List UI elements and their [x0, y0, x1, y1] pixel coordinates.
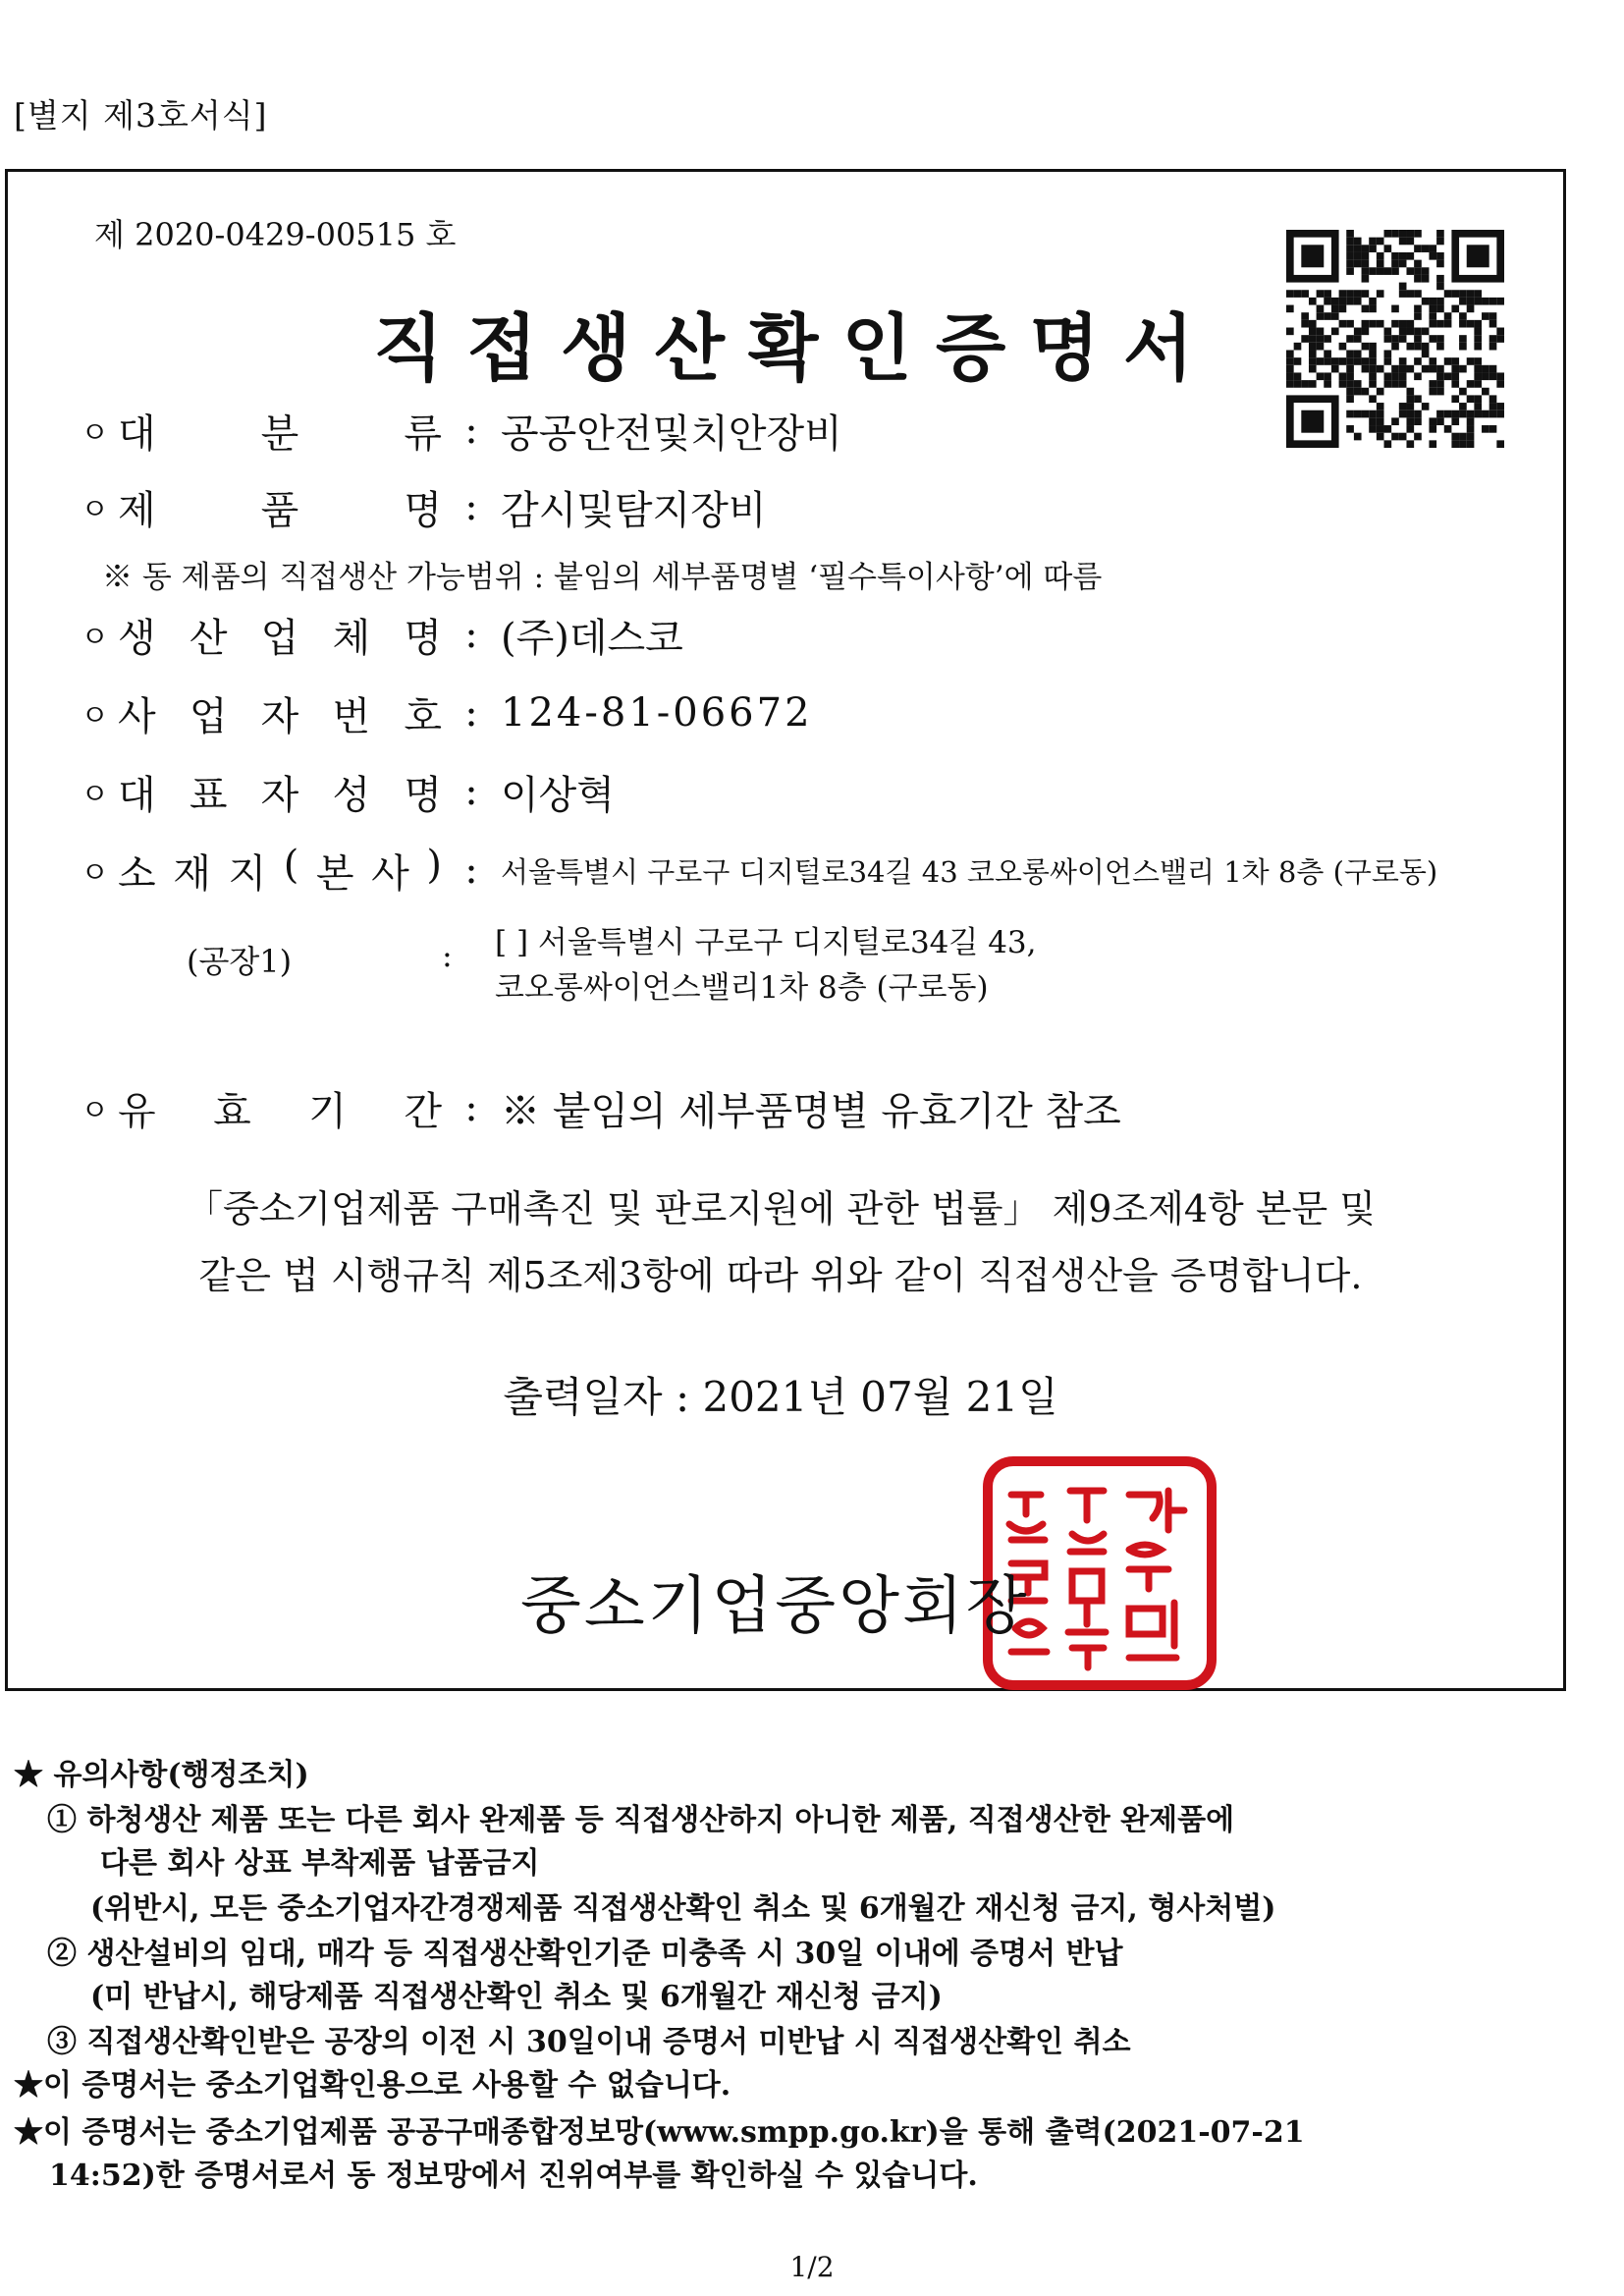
page-title: 직접생산확인증명서 — [373, 306, 1218, 391]
colon: : — [464, 612, 478, 657]
label-char: 효 — [213, 1088, 251, 1134]
colon: : — [464, 769, 478, 814]
label-char: 자 — [260, 693, 299, 739]
footnote-item3: ③ 직접생산확인받은 공장의 이전 시 30일이내 증명서 미반납 시 직접생산확인 취소 — [47, 2025, 1131, 2059]
label-char: 분 — [260, 410, 299, 457]
form-number: [별지 제3호서식] — [14, 96, 268, 135]
value-manufacturer: (주)데스코 — [501, 615, 683, 661]
footnote-note2-b: 14:52)한 증명서로서 동 정보망에서 진위여부를 확인하실 수 있습니다. — [49, 2159, 978, 2193]
label-char: 재 — [173, 850, 211, 897]
bullet: ㅇ — [81, 1094, 109, 1128]
label-char: 산 — [189, 615, 228, 661]
footnote-note2-a: ★이 증명서는 중소기업제품 공공구매종합정보망(www.smpp.go.kr)을 통해 출력(2021-07-21 — [14, 2115, 1305, 2150]
label-char: ( — [283, 842, 299, 888]
label-factory: (공장1) — [187, 943, 293, 980]
label-char: 지 — [228, 850, 267, 897]
label-char: 류 — [404, 410, 442, 457]
row-manufacturer — [81, 605, 683, 664]
label-char: 간 — [404, 1088, 442, 1134]
print-date: 출력일자 : 2021년 07월 21일 — [503, 1373, 1058, 1421]
value-validity: ※ 붙임의 세부품명별 유효기간 참조 — [501, 1088, 1121, 1134]
row-product-name — [81, 477, 766, 536]
label-char: ) — [426, 842, 442, 888]
colon: : — [464, 847, 478, 893]
bullet: ㅇ — [81, 493, 109, 527]
label-char: 자 — [260, 772, 299, 818]
value-major-category: 공공안전및치안장비 — [501, 410, 842, 457]
footnote-item1-a: ① 하청생산 제품 또는 다른 회사 완제품 등 직접생산하지 아니한 제품, 직접생산한 완제품에 — [47, 1803, 1235, 1837]
label-char: 품 — [260, 487, 299, 533]
label-char: 제 — [118, 487, 156, 533]
label-char: 대 — [118, 410, 156, 457]
label-validity — [118, 1080, 442, 1136]
bullet: ㅇ — [81, 856, 109, 891]
footnote-item1-c: (위반시, 모든 중소기업자간경쟁제품 직접생산확인 취소 및 6개월간 재신청 금지, 형사처벌) — [90, 1891, 1276, 1926]
label-char: 본 — [315, 850, 354, 897]
row-validity — [81, 1078, 1121, 1137]
label-char: 업 — [189, 693, 228, 739]
bullet: ㅇ — [81, 416, 109, 451]
label-char: 사 — [118, 693, 156, 739]
label-char: 성 — [332, 772, 371, 818]
colon: : — [464, 408, 478, 453]
label-char: 명 — [404, 487, 442, 533]
row-major-category — [81, 401, 842, 460]
label-char: 체 — [332, 615, 371, 661]
qr-code-icon — [1286, 230, 1504, 448]
row-head-office — [81, 841, 1437, 900]
certificate-number: 제 2020-0429-00515 호 — [94, 216, 457, 253]
issuer-name: 중소기업중앙회장 — [520, 1570, 1030, 1643]
footnote-note1: ★이 증명서는 중소기업확인용으로 사용할 수 없습니다. — [14, 2068, 731, 2103]
label-char: 호 — [404, 693, 442, 739]
statement-line2: 같은 법 시행규칙 제5조제3항에 따라 위와 같이 직접생산을 증명합니다. — [198, 1254, 1363, 1297]
statement-line1: 「중소기업제품 구매촉진 및 판로지원에 관한 법률」 제9조제4항 본문 및 — [185, 1187, 1377, 1230]
footnote-heading: ★ 유의사항(행정조치) — [14, 1758, 309, 1792]
scope-note: ※ 동 제품의 직접생산 가능범위 : 붙임의 세부품명별 ‘필수특이사항’에 따름 — [102, 560, 1103, 595]
bullet: ㅇ — [81, 621, 109, 655]
footnote-item2-b: (미 반납시, 해당제품 직접생산확인 취소 및 6개월간 재신청 금지) — [90, 1980, 943, 2014]
label-char: 번 — [332, 693, 371, 739]
colon: : — [442, 937, 453, 974]
label-char: 생 — [118, 615, 156, 661]
label-char: 대 — [118, 772, 156, 818]
value-factory-line2: 코오롱싸이언스밸리1차 8층 (구로동) — [495, 970, 989, 1006]
label-char: 업 — [260, 615, 299, 661]
label-representative — [118, 764, 442, 820]
label-product-name — [118, 479, 442, 535]
label-char: 소 — [118, 850, 156, 897]
value-business-number: 124-81-06672 — [501, 690, 813, 736]
label-business-number — [118, 685, 442, 741]
bullet: ㅇ — [81, 699, 109, 734]
row-business-number — [81, 683, 813, 742]
label-char: 유 — [118, 1088, 156, 1134]
label-char: 사 — [371, 850, 409, 897]
label-major-category — [118, 403, 442, 459]
label-char: 명 — [404, 772, 442, 818]
colon: : — [464, 690, 478, 736]
value-factory-line1: [ ] 서울특별시 구로구 디지털로34길 43, — [495, 925, 1037, 960]
bullet: ㅇ — [81, 778, 109, 812]
label-char: 표 — [189, 772, 228, 818]
row-representative — [81, 762, 615, 821]
page-number: 1/2 — [789, 2251, 835, 2283]
label-manufacturer — [118, 607, 442, 663]
label-char: 기 — [308, 1088, 347, 1134]
footnote-item1-b: 다른 회사 상표 부착제품 납품금지 — [100, 1846, 540, 1881]
label-head-office — [118, 843, 442, 899]
value-representative: 이상혁 — [501, 772, 615, 818]
footnote-item2-a: ② 생산설비의 임대, 매각 등 직접생산확인기준 미충족 시 30일 이내에 증명서 반납 — [47, 1937, 1123, 1971]
colon: : — [464, 1085, 478, 1130]
label-char: 명 — [404, 615, 442, 661]
value-head-office: 서울특별시 구로구 디지털로34길 43 코오롱싸이언스밸리 1차 8층 (구로동) — [501, 854, 1438, 889]
colon: : — [464, 484, 478, 529]
value-product-name: 감시및탐지장비 — [501, 487, 767, 533]
